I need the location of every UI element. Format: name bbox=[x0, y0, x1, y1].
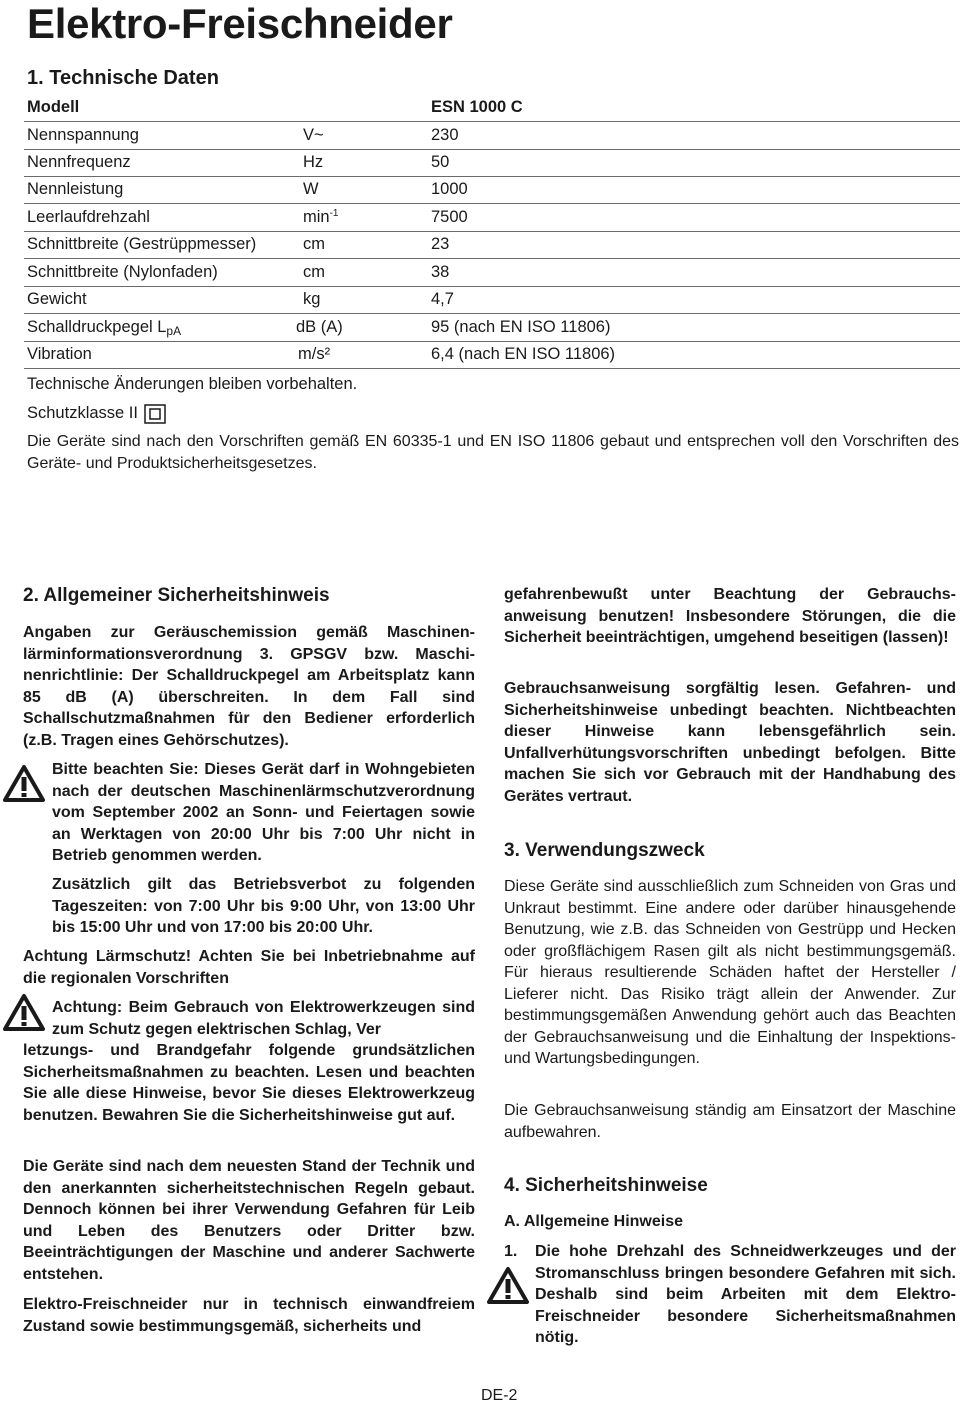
row-value: 1000 bbox=[431, 180, 468, 198]
row-name: Gewicht bbox=[27, 290, 87, 308]
row-value: 6,4 (nach EN ISO 11806) bbox=[431, 345, 616, 363]
model-value: ESN 1000 C bbox=[431, 98, 523, 116]
residential-noise-warning: Bitte beachten Sie: Dieses Gerät darf in Wohngebieten nach der deutschen Maschinenlärmschutzverordnung vom September 2002 an Sonn- und Feiertagen sowie an Werktagen von 20:00 Uhr bis 7:00 Uhr nicht in Betrieb genommen werden. bbox=[52, 761, 475, 864]
row-value: 230 bbox=[431, 126, 459, 144]
row-unit: kg bbox=[303, 290, 321, 308]
section4-heading: 4. Sicherheitshinweise bbox=[504, 1175, 708, 1196]
conformity-text: Die Geräte sind nach den Vorschriften gemäß EN 60335-1 und EN ISO 11806 gebaut und entsprechen voll den Vorschriften des Geräte- und Produktsicherheitsgesetzes. bbox=[27, 433, 959, 472]
row-name: Nennfrequenz bbox=[27, 153, 131, 171]
row-value: 23 bbox=[431, 235, 450, 253]
row-unit: m/s² bbox=[298, 345, 331, 363]
table-row bbox=[0, 149, 960, 176]
row-name: Schalldruckpegel $L_{pA}$ bbox=[27, 318, 182, 338]
row-unit: cm bbox=[303, 263, 325, 281]
table-row bbox=[0, 286, 960, 313]
row-name: Vibration bbox=[27, 345, 92, 363]
row-value: 38 bbox=[431, 263, 450, 281]
row-name: Nennleistung bbox=[27, 180, 124, 198]
keep-manual-text: Die Gebrauchsanweisung ständig am Einsatzort der Maschine aufbewahren. bbox=[504, 1102, 956, 1141]
noise-emission-text: Angaben zur Geräuschemission gemäß Maschinenlärminformationsverordnung 3. GPSGV bzw. Maschinenrichtlinie: Der Schalldruckpegel am Arbeitsplatz kann 85 dB (A) überschreiten. In dem Fall sind Schallschutzmaßnahmen für den Bediener erforderlich (z.B. Tragen eines Gehörschutzes). bbox=[23, 624, 475, 749]
noise-protection-text: Achtung Lärmschutz! Achten Sie bei Inbetriebnahme auf die regionalen Vorschriften bbox=[23, 948, 475, 987]
row-name: Schnittbreite (Nylonfaden) bbox=[27, 263, 218, 281]
row-name: Leerlaufdrehzahl bbox=[27, 208, 150, 226]
warning-icon bbox=[486, 1266, 530, 1311]
table-row bbox=[0, 122, 960, 149]
intended-use-text: Diese Geräte sind ausschließlich zum Schneiden von Gras und Unkraut bestimmt. Eine andere oder darüber hinausgehende Benutzung, wie z.B. das Schneiden von Gestrüpp und Hecken oder großflächigem Rasen gilt als nicht bestimmungsgemäß. Für hieraus resultierende Schäden haftet der Hersteller / Lieferer nicht. Das Risiko trägt allein der Anwender. Zur bestimmungsgemäßen Anwendung gehört auch das Beachten der Gebrauchsanweisung und die Einhaltung der Inspektions- und Wartungsbedingungen. bbox=[504, 878, 956, 1067]
row-unit: Hz bbox=[303, 153, 324, 171]
state-of-art-text: Die Geräte sind nach dem neuesten Stand der Technik und den anerkannten sicherheitstechnischen Regeln gebaut. Dennoch können bei ihrer Verwendung Gefahren für Leib und Leben des Benutzers oder Dritter bzw. Beeinträchtigungen der Maschine und anderer Sachwerte entstehen. bbox=[23, 1158, 475, 1283]
row-unit: W bbox=[303, 180, 319, 198]
read-manual-text: Gebrauchsanweisung sorgfältig lesen. Gefahren- und Sicherheitshinweise unbedingt beachten. Nichtbeachten dieser Hinweise kann lebensgefährlich sein. Unfallverhütungsvorschriften unbedingt befolgen. Bitte machen Sie sich vor Gebrauch mit der Handhabung des Gerätes vertraut. bbox=[504, 680, 956, 805]
use-condition-text: Elektro-Freischneider nur in technisch einwandfreiem Zustand sowie bestimmungsgemäß, sicherheits und bbox=[23, 1296, 475, 1335]
row-name: Schnittbreite (Gestrüppmesser) bbox=[27, 235, 257, 253]
row-value: 95 (nach EN ISO 11806) bbox=[431, 318, 611, 336]
warning-icon bbox=[2, 764, 46, 809]
table-row bbox=[0, 176, 960, 203]
table-row bbox=[0, 314, 960, 341]
table-row bbox=[0, 204, 960, 231]
row-name: Nennspannung bbox=[27, 126, 139, 144]
electric-tools-warning-rest: letzungs- und Brandgefahr folgende grundsätzlichen Sicherheitsmaßnahmen zu beachten. Lesen und beachten Sie alle diese Hinweise, bevor Sie dieses Elektrowerkzeug benutzen. Bewahren Sie die Sicherheitshinweise gut auf. bbox=[23, 1042, 475, 1124]
table-row bbox=[0, 231, 960, 258]
row-unit: V~ bbox=[303, 126, 324, 144]
table-header-row bbox=[0, 94, 960, 121]
protection-class: Schutzklasse II bbox=[27, 402, 166, 430]
page-number: DE-2 bbox=[481, 1387, 518, 1404]
warning-icon bbox=[2, 993, 46, 1038]
list-item-number: 1. bbox=[504, 1243, 518, 1260]
changes-note: Technische Änderungen bleiben vorbehalten. bbox=[27, 375, 358, 393]
double-insulation-icon bbox=[144, 404, 166, 430]
row-unit: $\min^{-1}$ bbox=[303, 208, 339, 226]
section2-heading: 2. Allgemeiner Sicherheitshinweis bbox=[23, 585, 330, 606]
page-title: Elektro-Freischneider bbox=[27, 0, 453, 47]
table-row bbox=[0, 259, 960, 286]
operation-ban-text: Zusätzlich gilt das Betriebsverbot zu folgenden Tageszeiten: von 7:00 Uhr bis 9:00 Uhr, von 13:00 Uhr bis 15:00 Uhr und von 17:00 bis 20:00 Uhr. bbox=[52, 876, 475, 936]
section4-subheading: A. Allgemeine Hinweise bbox=[504, 1213, 684, 1230]
electric-tools-warning-head: Achtung: Beim Gebrauch von Elektrowerkzeugen sind zum Schutz gegen elektrischen Schlag, Ver bbox=[52, 999, 475, 1038]
list-item: Die hohe Drehzahl des Schneidwerkzeuges und der Stromanschluss bringen besondere Gefahren mit sich. Deshalb sind beim Arbeiten mit dem Elektro-Freischneider besondere Sicherheitsmaßnahmen nötig. bbox=[535, 1243, 956, 1346]
model-label: Modell bbox=[27, 98, 80, 116]
hazard-awareness-text: gefahrenbewußt unter Beachtung der Gebrauchsanweisung benutzen! Insbesondere Störungen, die die Sicherheit beeinträchtigen, umgehend beseitigen (lassen)! bbox=[504, 586, 956, 646]
row-value: 4,7 bbox=[431, 290, 454, 308]
row-unit: dB (A) bbox=[296, 318, 343, 336]
row-value: 7500 bbox=[431, 208, 468, 226]
section3-heading: 3. Verwendungszweck bbox=[504, 840, 705, 861]
section1-heading: 1. Technische Daten bbox=[27, 67, 219, 89]
row-value: 50 bbox=[431, 153, 450, 171]
table-row bbox=[0, 341, 960, 368]
row-unit: cm bbox=[303, 235, 325, 253]
